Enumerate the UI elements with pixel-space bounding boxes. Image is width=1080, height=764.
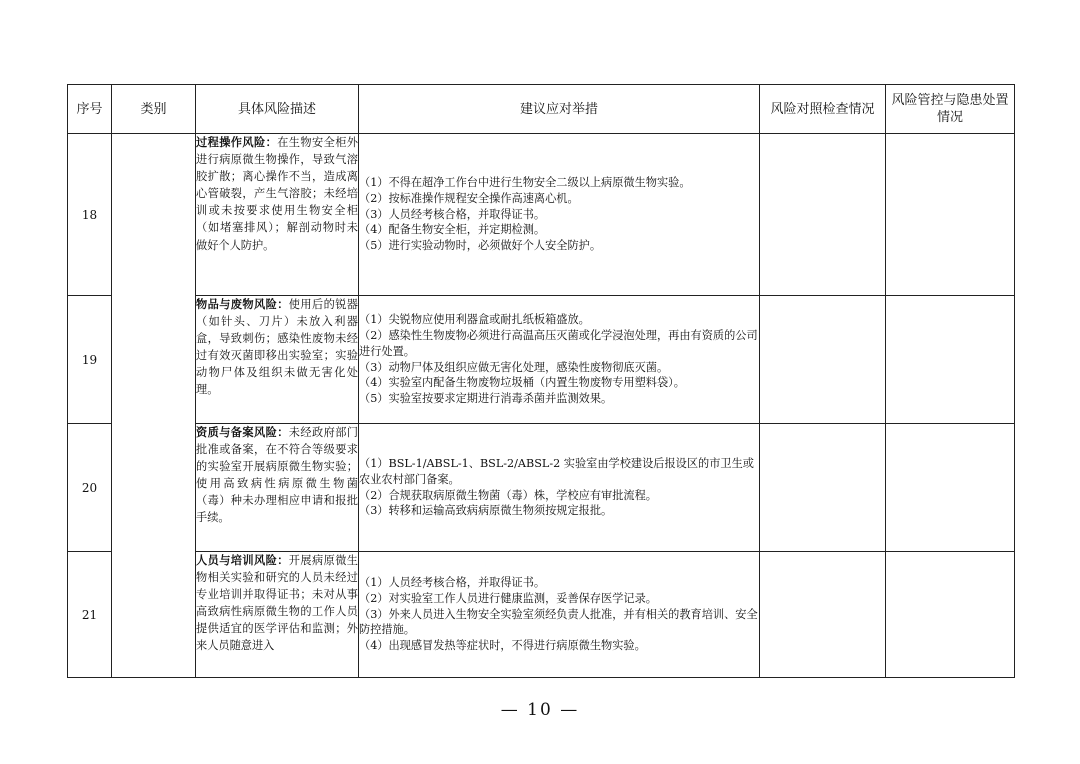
risk-description xyxy=(196,134,359,296)
measure-item: （3）人员经考核合格，并取得证书。 xyxy=(359,207,546,221)
measure-item: （4）实验室内配备生物废物垃圾桶（内置生物废物专用塑料袋）。 xyxy=(359,376,685,390)
measures-cell xyxy=(359,552,760,678)
table-row xyxy=(68,296,1015,424)
measure-item: （2）感染性生物废物必须进行高温高压灭菌或化学浸泡处理，再由有资质的公司进行处置。 xyxy=(359,328,758,358)
measure-item: （3）动物尸体及组织应做无害化处理，感染性废物彻底灭菌。 xyxy=(359,360,669,374)
row-number: 18 xyxy=(68,134,112,296)
table-header-row xyxy=(68,85,1015,134)
measure-item: （1）不得在超净工作台中进行生物安全二级以上病原微生物实验。 xyxy=(359,175,691,189)
risk-description xyxy=(196,424,359,552)
control-cell xyxy=(886,552,1015,678)
measure-item: （2）按标准操作规程安全操作高速离心机。 xyxy=(359,191,579,205)
risk-title: 人员与培训风险： xyxy=(196,553,289,567)
header-category: 类别 xyxy=(112,85,196,134)
measure-item: （4）配备生物安全柜，并定期检测。 xyxy=(359,223,546,237)
header-control: 风险管控与隐患处置情况 xyxy=(886,85,1015,134)
table-row xyxy=(68,552,1015,678)
risk-table xyxy=(67,84,1015,678)
header-check: 风险对照检查情况 xyxy=(760,85,886,134)
risk-description xyxy=(196,552,359,678)
control-cell xyxy=(886,296,1015,424)
measure-item: （2）合规获取病原微生物菌（毒）株，学校应有审批流程。 xyxy=(359,488,657,502)
measure-item: （2）对实验室工作人员进行健康监测，妥善保存医学记录。 xyxy=(359,591,657,605)
header-measures: 建议应对举措 xyxy=(359,85,760,134)
measure-item: （5）实验室按要求定期进行消毒杀菌并监测效果。 xyxy=(359,392,613,406)
measure-item: （3）转移和运输高致病病原微生物须按规定报批。 xyxy=(359,504,613,518)
header-description: 具体风险描述 xyxy=(196,85,359,134)
risk-text: 使用后的锐器（如针头、刀片）未放入利器盒，导致刺伤；感染性废物未经过有效灭菌即移出实验室；实验动物尸体及组织未做无害化处理。 xyxy=(196,298,358,397)
check-cell xyxy=(760,424,886,552)
measure-item: （1）人员经考核合格，并取得证书。 xyxy=(359,575,546,589)
risk-text: 未经政府部门批准或备案，在不符合等级要求的实验室开展病原微生物实验；使用高致病性病原微生物菌（毒）种未办理相应申请和报批手续。 xyxy=(196,426,358,525)
check-cell xyxy=(760,552,886,678)
row-number: 20 xyxy=(68,424,112,552)
measure-item: （3）外来人员进入生物安全实验室须经负责人批准，并有相关的教育培训、安全防控措施。 xyxy=(359,607,758,637)
row-number: 21 xyxy=(68,552,112,678)
page-number: — 10 — xyxy=(500,700,580,720)
measures-cell xyxy=(359,134,760,296)
table-row xyxy=(68,424,1015,552)
measure-item: （1）尖锐物应使用利器盒或耐扎纸板箱盛放。 xyxy=(359,312,590,326)
risk-text: 开展病原微生物相关实验和研究的人员未经过专业培训并取得证书；未对从事高致病性病原微生物的工作人员提供适宜的医学评估和监测；外来人员随意进入 xyxy=(196,554,358,653)
risk-description xyxy=(196,296,359,424)
measures-cell xyxy=(359,424,760,552)
header-no: 序号 xyxy=(68,85,112,134)
row-number: 19 xyxy=(68,296,112,424)
measure-item: （5）进行实验动物时，必须做好个人安全防护。 xyxy=(359,239,602,253)
measure-item: （4）出现感冒发热等症状时，不得进行病原微生物实验。 xyxy=(359,639,646,653)
measure-item: （1）BSL-1/ABSL-1、BSL-2/ABSL-2 实验室由学校建设后报设区的市卫生或农业农村部门备案。 xyxy=(359,456,754,486)
risk-title: 过程操作风险： xyxy=(196,135,278,149)
check-cell xyxy=(760,296,886,424)
check-cell xyxy=(760,134,886,296)
control-cell xyxy=(886,134,1015,296)
risk-text: 在生物安全柜外进行病原微生物操作，导致气溶胶扩散；离心操作不当，造成离心管破裂，产生气溶胶；未经培训或未按要求使用生物安全柜（如堵塞排风）；解剖动物时未做好个人防护。 xyxy=(196,136,358,252)
measures-cell xyxy=(359,296,760,424)
risk-title: 物品与废物风险： xyxy=(196,297,289,311)
table-row xyxy=(68,134,1015,296)
control-cell xyxy=(886,424,1015,552)
risk-title: 资质与备案风险： xyxy=(196,425,289,439)
category-cell xyxy=(112,134,196,678)
